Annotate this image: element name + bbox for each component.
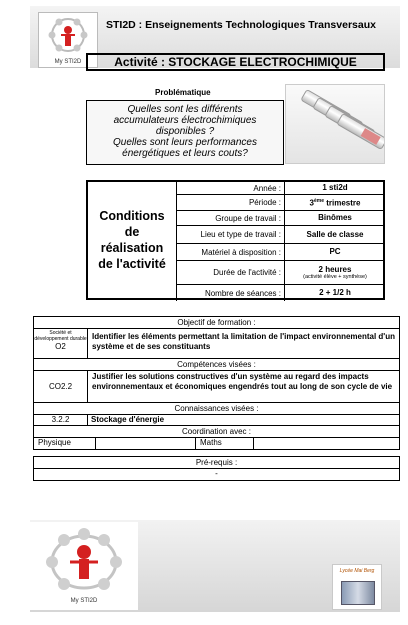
connaissance-row xyxy=(34,415,399,426)
coordination-row xyxy=(34,438,399,449)
period-number: 3 xyxy=(309,198,314,208)
coordination-cell: Physique xyxy=(34,438,96,449)
condition-key: Période : xyxy=(177,195,285,210)
footer-logo-label: My STI2D xyxy=(70,598,98,604)
problematique-box xyxy=(86,100,284,165)
prerequis-value: - xyxy=(215,469,218,478)
prerequis-table xyxy=(33,456,400,481)
condition-row xyxy=(176,211,385,226)
question-line: accumulateurs électrochimiques xyxy=(113,115,257,126)
question-line: Quelles sont les différents xyxy=(127,104,243,115)
question-line: Quelles sont leurs performances xyxy=(113,137,257,148)
condition-value xyxy=(285,261,385,284)
connaissances-header: Connaissances visées : xyxy=(34,403,399,415)
coordination-cell xyxy=(96,438,196,449)
footer-sti2d-logo xyxy=(30,522,138,610)
condition-key: Groupe de travail : xyxy=(177,211,285,225)
condition-key: Année : xyxy=(177,182,285,194)
competences-header: Compétences visées : xyxy=(34,359,399,371)
activity-title: Activité : STOCKAGE ELECTROCHIMIQUE xyxy=(86,53,385,71)
logo-label: My STI2D xyxy=(54,59,82,65)
condition-key: Matériel à disposition : xyxy=(177,244,285,260)
condition-key: Nombre de séances : xyxy=(177,285,285,301)
people-circle-icon xyxy=(30,522,138,598)
duration-note: (activité élève + synthèse) xyxy=(303,273,367,280)
formation-table xyxy=(33,316,400,450)
conditions-table xyxy=(86,180,385,300)
duration-value: 2 heures xyxy=(318,264,352,274)
competence-text: Justifier les solutions constructives d'un système au regard des impacts environnementaux et économiques engendrés tout au long de son cycle de vie xyxy=(92,372,393,391)
period-sup: ème xyxy=(313,198,324,205)
header-title: STI2D : Enseignements Technologiques Transversaux xyxy=(106,19,376,31)
period-rest: trimestre xyxy=(324,198,361,208)
condition-row xyxy=(176,226,385,244)
conditions-label: Conditions de réalisation de l'activité xyxy=(98,209,166,271)
condition-row xyxy=(176,244,385,261)
condition-value xyxy=(285,195,385,210)
conditions-grid xyxy=(176,181,385,301)
coordination-header: Coordination avec : xyxy=(34,426,399,438)
condition-row xyxy=(176,195,385,211)
condition-value: Salle de classe xyxy=(306,229,364,239)
condition-value: Binômes xyxy=(318,213,352,222)
condition-row xyxy=(176,181,385,195)
condition-row xyxy=(176,261,385,285)
batteries-image xyxy=(285,84,385,164)
problematique-questions xyxy=(87,101,283,159)
question-line: énergétiques et leurs couts? xyxy=(122,148,248,159)
footer-banner xyxy=(30,520,400,612)
battery-icon xyxy=(336,113,385,150)
objectif-code-value: O2 xyxy=(55,342,66,351)
objectif-row xyxy=(34,329,399,359)
condition-key: Durée de l'activité : xyxy=(177,261,285,284)
school-logo xyxy=(332,564,382,610)
question-line: disponibles ? xyxy=(155,126,215,137)
coordination-cell xyxy=(254,438,399,449)
competence-row xyxy=(34,371,399,403)
competence-code: CO2.2 xyxy=(34,371,88,402)
school-label: Lycée Mai Berg xyxy=(339,568,375,574)
objectif-header: Objectif de formation : xyxy=(34,317,399,329)
prerequis-header: Pré-requis : xyxy=(34,457,399,469)
objectif-text: Identifier les éléments permettant la limitation de l'impact environnemental d'un système et de ses constituants xyxy=(92,332,395,351)
condition-value: 1 sti2d xyxy=(322,183,348,192)
connaissance-code: 3.2.2 xyxy=(34,415,88,425)
connaissance-text: Stockage d'énergie xyxy=(91,415,165,424)
coordination-cell: Maths xyxy=(196,438,254,449)
objectif-code-label: Société et développement durable xyxy=(34,330,87,342)
condition-key: Lieu et type de travail : xyxy=(177,226,285,243)
objectif-code xyxy=(34,329,88,358)
condition-row xyxy=(176,285,385,301)
building-icon xyxy=(341,581,375,605)
condition-value: PC xyxy=(329,247,341,256)
problematique-label: Problématique xyxy=(155,88,211,97)
condition-value: 2 + 1/2 h xyxy=(319,288,351,297)
